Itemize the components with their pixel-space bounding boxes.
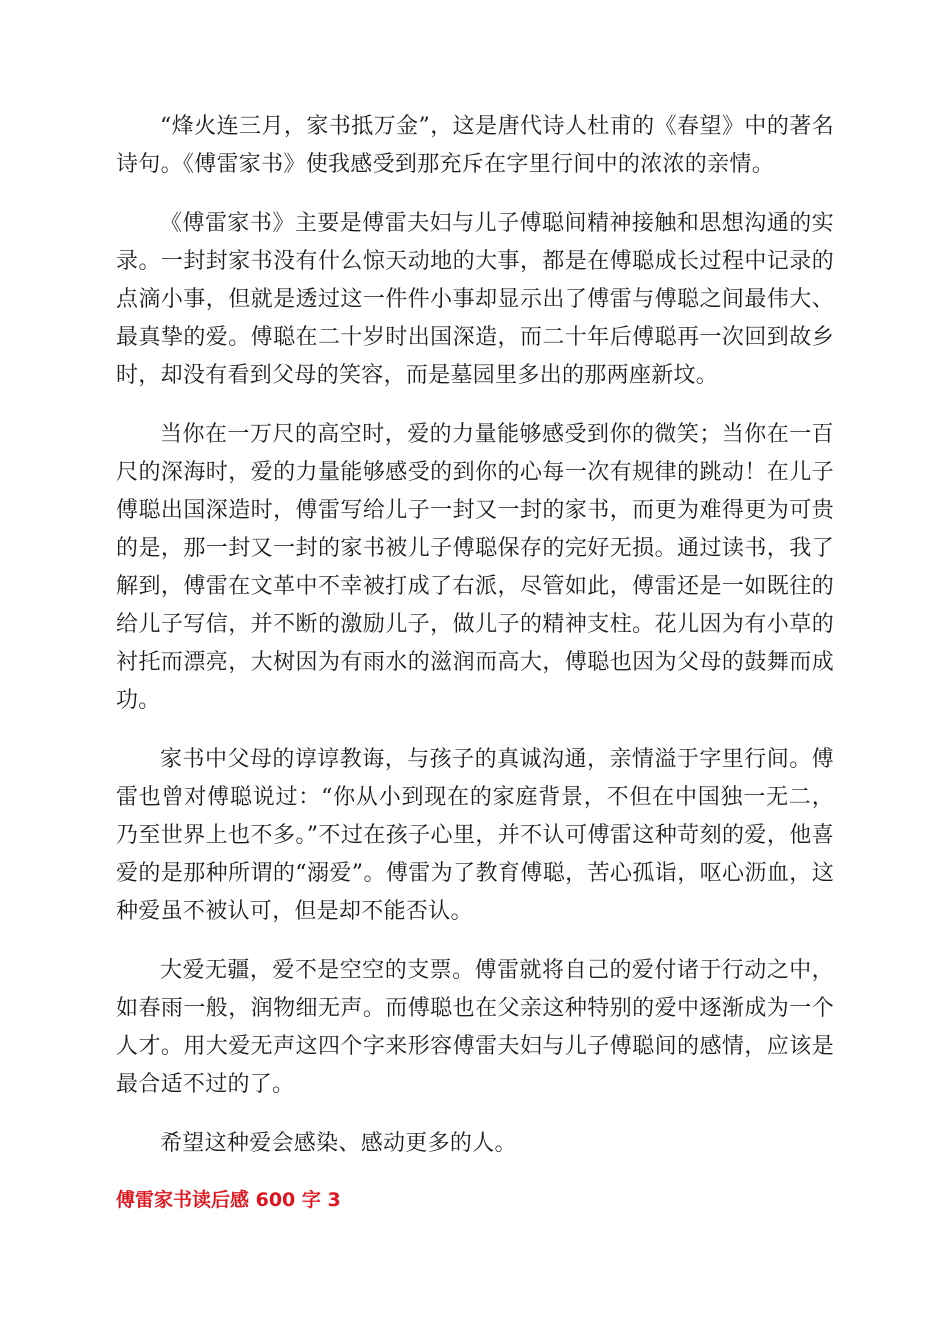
document-page: [116, 108, 834, 1215]
paragraph-1: “烽火连三月，家书抵万金”，这是唐代诗人杜甫的《春望》中的著名诗句。《傅雷家书》使我感受到那充斥在字里行间中的浓浓的亲情。: [116, 114, 834, 177]
paragraph-4: 家书中父母的谆谆教诲，与孩子的真诚沟通，亲情溢于字里行间。傅雷也曾对傅聪说过：“你从小到现在的家庭背景，不但在中国独一无二，乃至世界上也不多。”不过在孩子心里，并不认可傅雷这种苛刻的爱，他喜爱的是那种所谓的“溺爱”。傅雷为了教育傅聪，苦心孤诣，呕心沥血，这种爱虽不被认可，但是却不能否认。: [116, 747, 834, 924]
paragraph-6: 希望这种爱会感染、感动更多的人。: [160, 1131, 517, 1156]
paragraph-2: 《傅雷家书》主要是傅雷夫妇与儿子傅聪间精神接触和思想沟通的实录。一封封家书没有什么惊天动地的大事，都是在傅聪成长过程中记录的点滴小事，但就是透过这一件件小事却显示出了傅雷与傅聪之间最伟大、最真挚的爱。傅聪在二十岁时出国深造，而二十年后傅聪再一次回到故乡时，却没有看到父母的笑容，而是墓园里多出的那两座新坟。: [116, 211, 834, 388]
section-heading: 傅雷家书读后感 600 字 3: [116, 1189, 341, 1211]
paragraph-5: 大爱无疆，爱不是空空的支票。傅雷就将自己的爱付诸于行动之中，如春雨一般，润物细无声。而傅聪也在父亲这种特别的爱中逐渐成为一个人才。用大爱无声这四个字来形容傅雷夫妇与儿子傅聪间的感情，应该是最合适不过的了。: [116, 958, 834, 1097]
paragraph-3: 当你在一万尺的高空时，爱的力量能够感受到你的微笑；当你在一百尺的深海时，爱的力量能够感受的到你的心每一次有规律的跳动！在儿子傅聪出国深造时，傅雷写给儿子一封又一封的家书，而更为难得更为可贵的是，那一封又一封的家书被儿子傅聪保存的完好无损。通过读书，我了解到，傅雷在文革中不幸被打成了右派，尽管如此，傅雷还是一如既往的给儿子写信，并不断的激励儿子，做儿子的精神支柱。花儿因为有小草的衬托而漂亮，大树因为有雨水的滋润而高大，傅聪也因为父母的鼓舞而成功。: [116, 422, 834, 713]
